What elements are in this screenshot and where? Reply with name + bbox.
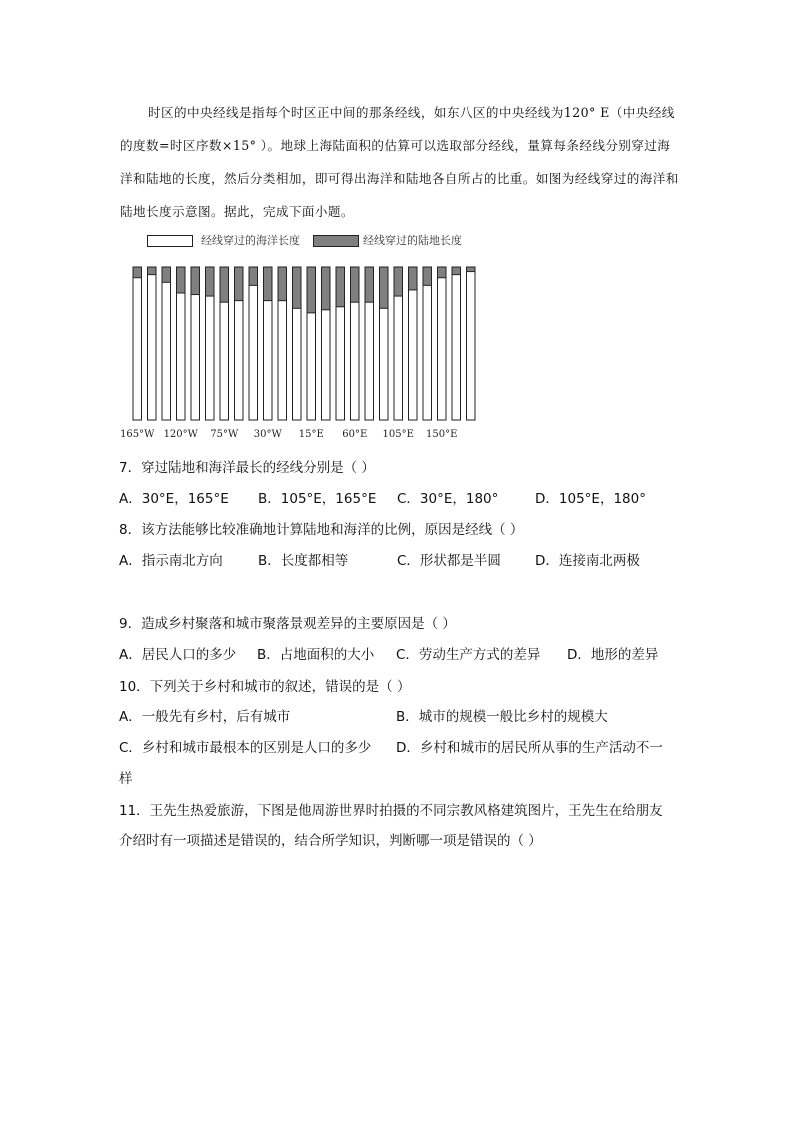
q10-option-a: A．一般先有乡村，后有城市 — [119, 709, 291, 725]
land-bar-19 — [409, 267, 418, 290]
question-11-line-1: 11．王先生热爱旅游，下图是他周游世界时拍摄的不同宗教风格建筑图片，王先生在给朋友 — [119, 803, 663, 819]
ocean-bar-23 — [467, 267, 476, 420]
ocean-bar-22 — [452, 267, 461, 420]
x-tick-label: 75°W — [210, 429, 239, 440]
land-bar-16 — [365, 267, 374, 302]
x-tick-label: 120°W — [163, 429, 198, 440]
land-bar-7 — [235, 267, 244, 301]
land-bar-20 — [423, 267, 432, 285]
land-bar-14 — [336, 267, 345, 307]
land-bar-9 — [264, 267, 273, 301]
land-bar-21 — [438, 267, 447, 278]
q8-option-a: A．指示南北方向 — [119, 553, 223, 569]
q7-option-a: A．30°E，165°E — [119, 491, 229, 507]
q8-option-d: D．连接南北两极 — [535, 553, 640, 569]
q7-option-d: D．105°E，180° — [535, 491, 646, 507]
x-tick-label: 150°E — [426, 429, 458, 440]
intro-paragraph: 时区的中央经线是指每个时区正中间的那条经线，如东八区的中央经线为120° E（中央经线的度数=时区序数×15° ）。地球上海陆面积的估算可以选取部分经线，量算每条经线分别穿过海洋和陆地的长度，然后分类相加，即可得出海洋和陆地各自所占的比重。如图为经线穿过的海洋和陆地长度示意图。据此，完成下面小题。 — [120, 105, 679, 219]
question-7-stem: 7．穿过陆地和海洋最长的经线分别是（ ） — [119, 460, 375, 476]
land-bar-5 — [206, 267, 215, 296]
x-tick-label: 60°E — [342, 429, 368, 440]
ocean-bar-8 — [249, 267, 258, 420]
ocean-swatch — [147, 235, 193, 247]
land-bar-8 — [249, 267, 258, 285]
land-bar-23 — [467, 267, 476, 272]
q9-option-b: B．占地面积的大小 — [257, 647, 375, 663]
ocean-bar-20 — [423, 267, 432, 420]
question-11-line-2: 介绍时有一项描述是错误的，结合所学知识，判断哪一项是错误的（ ） — [119, 833, 542, 849]
x-tick-label: 30°W — [253, 429, 282, 440]
question-9-stem: 9．造成乡村聚落和城市聚落景观差异的主要原因是（ ） — [119, 616, 456, 632]
q7-option-b: B．105°E，165°E — [258, 491, 377, 507]
ocean-bar-21 — [438, 267, 447, 420]
q9-option-c: C．劳动生产方式的差异 — [396, 647, 541, 663]
land-bar-1 — [148, 267, 157, 275]
q9-option-d: D．地形的差异 — [567, 647, 659, 663]
x-tick-label: 105°E — [382, 429, 414, 440]
q10-option-c: C．乡村和城市最根本的区别是人口的多少 — [119, 740, 372, 756]
q10-option-b: B．城市的规模一般比乡村的规模大 — [396, 709, 608, 725]
x-tick-label: 15°E — [298, 429, 324, 440]
legend-land-label: 经线穿过的陆地长度 — [363, 234, 462, 247]
land-bar-17 — [380, 267, 389, 308]
land-bar-22 — [452, 267, 461, 275]
land-bar-3 — [177, 267, 186, 293]
land-bar-4 — [191, 267, 200, 295]
land-swatch — [313, 235, 359, 247]
legend-ocean-label: 经线穿过的海洋长度 — [201, 234, 300, 247]
meridian-chart — [120, 262, 486, 442]
x-tick-label: 165°W — [120, 429, 155, 440]
land-bar-0 — [133, 267, 142, 278]
q10-option-d-continuation: 样 — [119, 771, 133, 787]
ocean-bar-2 — [162, 267, 171, 420]
land-bar-13 — [322, 267, 331, 310]
land-bar-6 — [220, 267, 229, 302]
land-bar-10 — [278, 267, 287, 301]
q8-option-c: C．形状都是半圆 — [397, 553, 501, 569]
q7-option-c: C．30°E，180° — [397, 491, 499, 507]
land-bar-12 — [307, 267, 316, 313]
land-bar-18 — [394, 267, 403, 296]
land-bar-11 — [293, 267, 302, 308]
question-8-stem: 8．该方法能够比较准确地计算陆地和海洋的比例，原因是经线（ ） — [119, 522, 524, 538]
q9-option-a: A．居民人口的多少 — [119, 647, 237, 663]
q8-option-b: B．长度都相等 — [258, 553, 349, 569]
q10-option-d: D．乡村和城市的居民所从事的生产活动不一 — [396, 740, 663, 756]
land-bar-15 — [351, 267, 360, 302]
ocean-bar-0 — [133, 267, 142, 420]
question-10-stem: 10．下列关于乡村和城市的叙述，错误的是（ ） — [119, 679, 411, 695]
land-bar-2 — [162, 267, 171, 282]
ocean-bar-1 — [148, 267, 157, 420]
